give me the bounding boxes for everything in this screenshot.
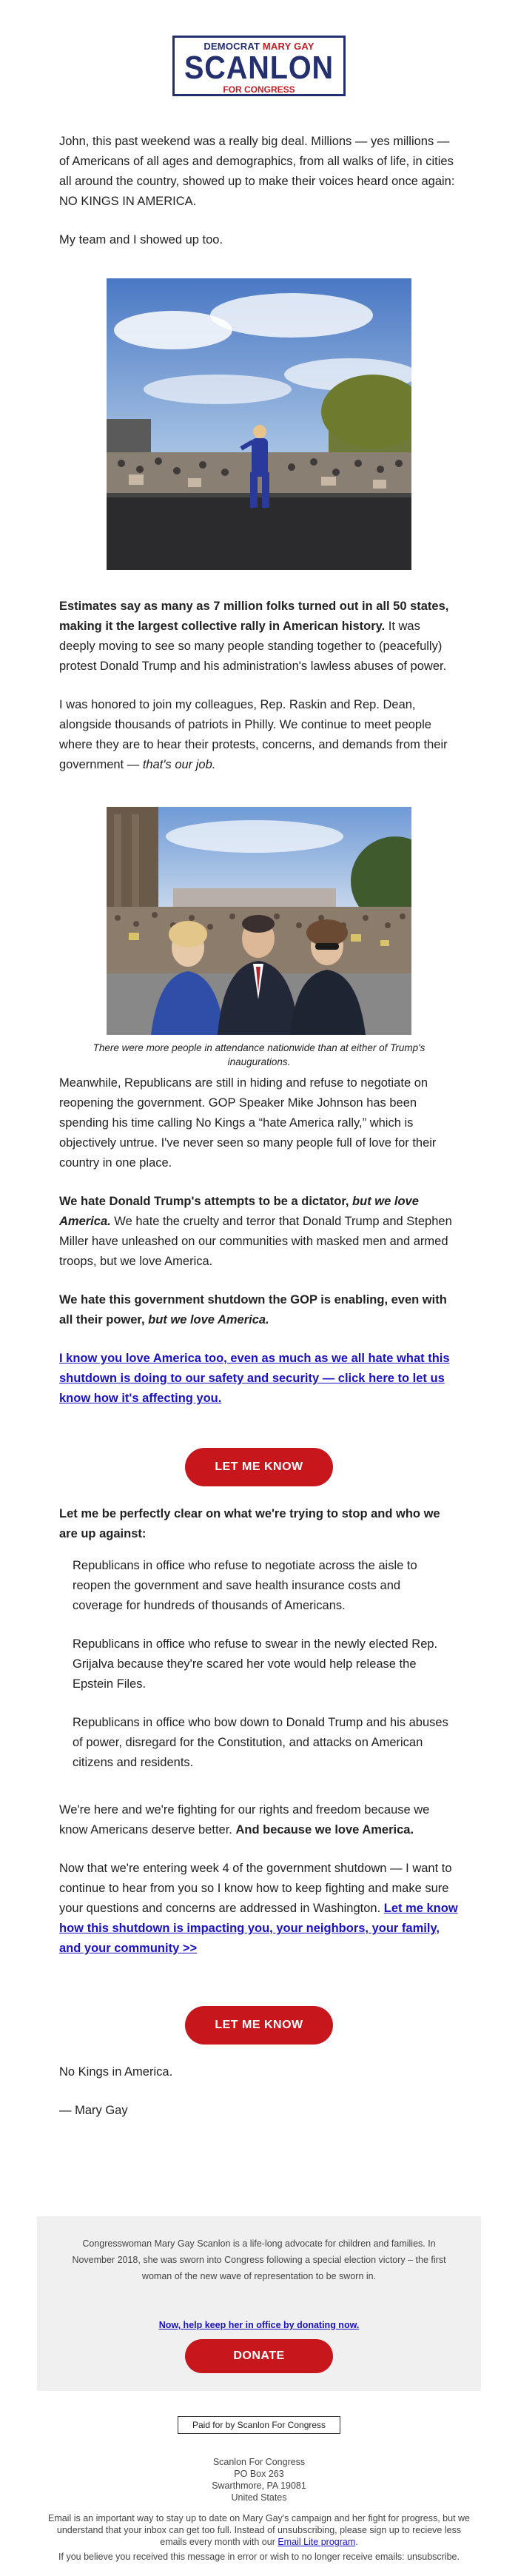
campaign-logo	[172, 36, 346, 96]
hate-shutdown-love: but we love America.	[148, 1313, 269, 1326]
email-note-text: Email is an important way to stay up to date on Mary Gay's campaign and her fight for progress, but we understand that your inbox can get too full. Instead of unsubscribing, please sign up to recieve less emails every month with our	[47, 2513, 471, 2547]
paragraph-intro: John, this past weekend was a really big deal. Millions — yes millions — of Americans of all ages and demographics, from all walks of life, in cities all around the country, showed up to make their voices heard once again: NO KINGS IN AMERICA.	[59, 135, 455, 208]
logo-for-congress: FOR CONGRESS	[223, 84, 295, 95]
hate-shutdown-bold: We hate this government shutdown the GOP is enabling, even with all their power,	[59, 1293, 447, 1326]
honored-italic: that's our job.	[142, 758, 216, 771]
paragraph-honored	[59, 695, 459, 775]
meanwhile-section	[59, 1073, 459, 1409]
logo-democrat: DEMOCRAT	[204, 41, 260, 52]
representatives-photo	[107, 807, 411, 1035]
estimates-section	[59, 597, 459, 775]
footer-bio: Congresswoman Mary Gay Scanlon is a life-long advocate for children and families. In November 2018, she was sworn into Congress following a special election victory – the first woman of the new wave of representation to be sworn in.	[72, 2238, 446, 2281]
paragraph-no-kings: No Kings in America.	[59, 2065, 173, 2079]
address-line: Scanlon For Congress	[212, 2457, 306, 2467]
hate-dictator-rest: We hate the cruelty and terror that Donald Trump and Stephen Miller have unleashed on our communities with masked men and armed troops, but we love America.	[59, 1215, 452, 1268]
survey-link[interactable]: I know you love America too, even as much as we all hate what this shutdown is doing to our safety and security — click here to let us know how it's affecting you.	[59, 1352, 450, 1405]
donate-text-link[interactable]: Now, help keep her in office by donating now.	[158, 2320, 360, 2330]
estimates-rest: It was deeply moving to see so many people standing together to (peacefully) protest Donald Trump and his administration's lawless abuses of power.	[59, 620, 447, 673]
mailing-address	[74, 2456, 444, 2503]
estimates-bold: Estimates say as many as 7 million folks turned out in all 50 states, making it the largest collective rally in American history.	[59, 600, 449, 633]
paragraph-fighting	[59, 1800, 459, 1840]
fighting-bold: And because we love America.	[235, 1823, 414, 1837]
signature: — Mary Gay	[59, 2104, 128, 2117]
rally-stage-photo	[107, 278, 411, 570]
honored-main: I was honored to join my colleagues, Rep. Raskin and Rep. Dean, alongside thousands of patriots in Philly. We continue to meet people where they are to hear their protests, concerns, and demands from their government —	[59, 698, 448, 771]
paragraph-link-survey	[59, 1349, 459, 1409]
hate-dictator-love: but we love America.	[59, 1195, 419, 1228]
intro-section	[59, 132, 459, 250]
fighting-main: We're here and we're fighting for our rights and freedom because we know Americans deserve better.	[59, 1803, 430, 1837]
paragraph-team: My team and I showed up too.	[59, 233, 223, 246]
list-item: Republicans in office who refuse to swear in the newly elected Rep. Grijalva because they're scared her vote would help release the Epstein Files.	[73, 1637, 438, 1691]
email-note-end: .	[355, 2537, 358, 2547]
address-line: United States	[231, 2492, 287, 2503]
list-item: Republicans in office who refuse to negotiate across the aisle to reopen the government and save health insurance costs and coverage for hundreds of thousands of Americans.	[73, 1559, 417, 1612]
impact-link[interactable]: Let me know how this shutdown is impacting you, your neighbors, your family, and your community >>	[59, 1902, 458, 1955]
donate-button[interactable]: DONATE	[185, 2339, 333, 2373]
photo-caption: There were more people in attendance nationwide than at either of Trump's inaugurations.	[92, 1042, 426, 1067]
let-me-know-button-2[interactable]: LET ME KNOW	[185, 2006, 333, 2045]
hate-dictator-bold: We hate Donald Trump's attempts to be a dictator,	[59, 1195, 353, 1208]
signoff-section	[59, 2062, 459, 2121]
logo-name: SCANLON	[184, 50, 334, 86]
email-lite-link[interactable]: Email Lite program	[278, 2537, 356, 2547]
paragraph-estimates	[59, 597, 459, 677]
closing-section	[59, 1800, 459, 1959]
paragraph-up-against: Let me be perfectly clear on what we're trying to stop and who we are up against:	[59, 1507, 440, 1540]
footer-bio-box	[37, 2216, 481, 2391]
republicans-list	[73, 1556, 450, 1773]
paragraph-week4	[59, 1859, 459, 1959]
address-line: PO Box 263	[234, 2469, 284, 2479]
paragraph-hate-shutdown	[59, 1290, 459, 1330]
unsubscribe-note[interactable]: If you believe you received this message in error or wish to no longer receive emails: unsubscribe.	[58, 2552, 460, 2562]
paragraph-hate-dictator	[59, 1192, 459, 1272]
address-line: Swarthmore, PA 19081	[212, 2481, 306, 2491]
list-item: Republicans in office who bow down to Donald Trump and his abuses of power, disregard for the Constitution, and attacks on American citizens and residents.	[73, 1716, 448, 1769]
email-lite-note	[44, 2512, 474, 2548]
paid-for-box: Paid for by Scanlon For Congress	[178, 2416, 340, 2434]
week4-main: Now that we're entering week 4 of the government shutdown — I want to continue to hear from you so I know how to keep fighting and make sure your questions and concerns are addressed in Washington.	[59, 1862, 452, 1915]
logo-mary-gay: MARY GAY	[262, 41, 314, 52]
paragraph-meanwhile: Meanwhile, Republicans are still in hiding and refuse to negotiate on reopening the government. GOP Speaker Mike Johnson has been spending his time calling No Kings a “hate America rally,” which is objectively untrue. I've never seen so many people full of love for their country in one place.	[59, 1076, 437, 1170]
up-against-section	[59, 1504, 459, 1544]
let-me-know-button-1[interactable]: LET ME KNOW	[185, 1448, 333, 1486]
